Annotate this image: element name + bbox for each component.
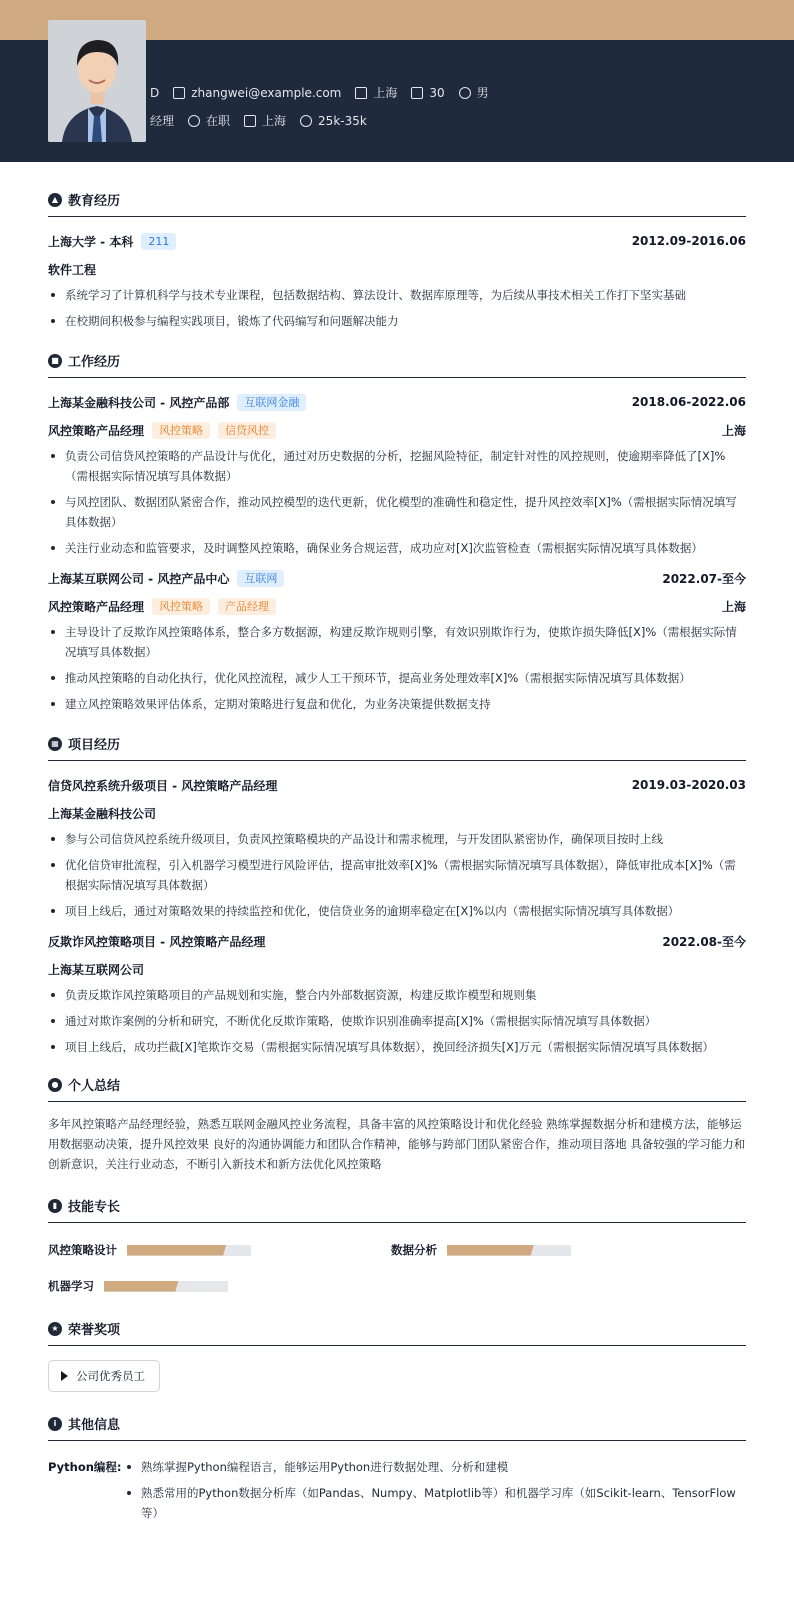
education-date: 2012.09-2016.06	[631, 234, 746, 248]
education-entry	[48, 231, 746, 331]
section-title: 荣誉奖项	[68, 1323, 121, 1338]
work-entry	[48, 568, 746, 714]
list-item: 建立风控策略效果评估体系，定期对策略进行复盘和优化，为业务决策提供数据支持	[48, 694, 746, 714]
status-line	[150, 112, 367, 129]
position-title: 风控策略产品经理	[48, 423, 145, 438]
list-item: 熟练掌握Python编程语言，能够运用Python进行数据处理、分析和建模	[124, 1457, 746, 1477]
section-title: 个人总结	[68, 1079, 121, 1094]
position-tag: 风控策略	[152, 422, 210, 439]
building-icon	[244, 115, 256, 127]
status-item	[188, 112, 230, 129]
other-info-label: Python编程:	[48, 1460, 122, 1474]
section-header	[48, 1188, 746, 1223]
summary-section	[48, 1067, 746, 1174]
job-bullets	[48, 622, 746, 714]
list-item: 项目上线后，通过对策略效果的持续监控和优化，使信贷业务的逾期率稳定在[X]%以内（需根据实际情况填写具体数据）	[48, 901, 746, 921]
salary-item	[300, 114, 367, 128]
list-item: 熟悉常用的Python数据分析库（如Pandas、Numpy、Matplotlib等）和机器学习库（如Scikit-learn、TensorFlow等）	[124, 1483, 746, 1523]
status-text: 在职	[206, 114, 231, 128]
school-name: 上海大学 - 本科	[48, 234, 134, 249]
project-date: 2022.08-至今	[662, 934, 746, 949]
skills-section	[48, 1188, 746, 1307]
skill-name: 风控策略设计	[48, 1243, 117, 1257]
project-entry	[48, 931, 746, 1057]
section-title: 技能专长	[68, 1200, 121, 1215]
company-tag: 互联网	[237, 570, 284, 587]
other-info-bullets	[124, 1457, 746, 1529]
section-header	[48, 343, 746, 378]
skill-item	[391, 1235, 734, 1265]
briefcase-icon: ■	[48, 354, 62, 368]
section-header	[48, 726, 746, 761]
section-title: 工作经历	[68, 355, 121, 370]
avatar	[48, 20, 146, 142]
project-name: 信贷风控系统升级项目 - 风控策略产品经理	[48, 778, 278, 793]
position-title: 风控策略产品经理	[48, 599, 145, 614]
projects-section	[48, 726, 746, 1057]
education-section	[48, 182, 746, 331]
section-title: 项目经历	[68, 738, 121, 753]
mail-icon	[173, 87, 185, 99]
summary-text: 多年风控策略产品经理经验，熟悉互联网金融风控业务流程，具备丰富的风控策略设计和优化经验 熟练掌握数据分析和建模方法，能够运用数据驱动决策，提升风控效果 良好的沟通协调能力和团队合作精神，能够与跨部门团队紧密合作，推动项目落地 具备较强的学习能力和创新意识，关注行业动态，不断引入新技术和新方法优化风控策略	[48, 1117, 746, 1171]
education-bullets	[48, 285, 746, 331]
skill-item	[48, 1271, 391, 1301]
work-section	[48, 343, 746, 714]
list-item: 主导设计了反欺诈风控策略体系，整合多方数据源，构建反欺诈规则引擎，有效识别欺诈行为，使欺诈损失降低[X]%（需根据实际情况填写具体数据）	[48, 622, 746, 662]
position-tag: 产品经理	[218, 598, 276, 615]
awards-section	[48, 1311, 746, 1392]
job-date: 2018.06-2022.06	[631, 395, 746, 409]
grid-icon: ▦	[48, 737, 62, 751]
skill-level-fill	[104, 1281, 178, 1292]
salary-text: 25k-35k	[318, 113, 367, 128]
company-name: 上海某金融科技公司 - 风控产品部	[48, 395, 230, 410]
job-title-partial: 经理	[150, 114, 175, 128]
skill-level-bar	[104, 1281, 228, 1292]
location-text: 上海	[373, 86, 398, 100]
home-icon	[355, 87, 367, 99]
work-city-item	[244, 112, 286, 129]
award-icon: ★	[48, 1322, 62, 1336]
bar-chart-icon: ▮	[48, 1199, 62, 1213]
company-tag: 互联网金融	[237, 394, 306, 411]
job-bullets	[48, 446, 746, 558]
user-icon: ●	[48, 1078, 62, 1092]
profile-header	[0, 40, 794, 162]
work-city-text: 上海	[262, 114, 287, 128]
gender-text: 男	[476, 86, 489, 100]
list-item: 参与公司信贷风控系统升级项目，负责风控策略模块的产品设计和需求梳理，与开发团队紧密协作，确保项目按时上线	[48, 829, 746, 849]
project-bullets	[48, 985, 746, 1057]
list-item: 通过对欺诈案例的分析和研究，不断优化反欺诈策略，使欺诈识别准确率提高[X]%（需根据实际情况填写具体数据）	[48, 1011, 746, 1031]
project-company: 上海某互联网公司	[48, 962, 145, 977]
award-item[interactable]	[48, 1360, 160, 1392]
work-entry	[48, 392, 746, 558]
list-item: 项目上线后，成功拦截[X]笔欺诈交易（需根据实际情况填写具体数据），挽回经济损失[X]万元（需根据实际情况填写具体数据）	[48, 1037, 746, 1057]
section-title: 其他信息	[68, 1418, 121, 1433]
section-header	[48, 1311, 746, 1346]
job-date: 2022.07-至今	[662, 571, 746, 586]
status-icon	[188, 115, 200, 127]
project-name: 反欺诈风控策略项目 - 风控策略产品经理	[48, 934, 266, 949]
list-item: 系统学习了计算机科学与技术专业课程，包括数据结构、算法设计、数据库原理等，为后续从事技术相关工作打下坚实基础	[48, 285, 746, 305]
section-header	[48, 1406, 746, 1441]
gender-icon	[459, 87, 471, 99]
skill-level-fill	[447, 1245, 534, 1256]
other-section	[48, 1406, 746, 1529]
graduation-cap-icon: ▲	[48, 193, 62, 207]
skill-level-bar	[127, 1245, 251, 1256]
salary-icon	[300, 115, 312, 127]
skill-item	[48, 1235, 391, 1265]
skill-name: 数据分析	[391, 1243, 437, 1257]
contact-partial: D	[150, 85, 160, 100]
project-bullets	[48, 829, 746, 921]
age-item	[411, 86, 444, 100]
email-text: zhangwei@example.com	[191, 85, 342, 100]
skills-list	[48, 1235, 746, 1307]
job-city: 上海	[721, 423, 746, 438]
company-name: 上海某互联网公司 - 风控产品中心	[48, 571, 230, 586]
list-item: 在校期间积极参与编程实践项目，锻炼了代码编写和问题解决能力	[48, 311, 746, 331]
contact-line	[150, 84, 489, 101]
location-item	[355, 84, 397, 101]
resume-content	[0, 162, 794, 1529]
other-info-entry	[48, 1457, 746, 1529]
list-item: 负责公司信贷风控策略的产品设计与优化，通过对历史数据的分析，挖掘风险特征，制定针对性的风控规则，使逾期率降低了[X]%（需根据实际情况填写具体数据）	[48, 446, 746, 486]
job-city: 上海	[721, 599, 746, 614]
position-tag: 信贷风控	[218, 422, 276, 439]
award-name: 公司优秀员工	[76, 1369, 145, 1383]
skill-name: 机器学习	[48, 1279, 94, 1293]
project-date: 2019.03-2020.03	[631, 778, 746, 792]
section-header	[48, 182, 746, 217]
skill-level-fill	[127, 1245, 226, 1256]
section-title: 教育经历	[68, 194, 121, 209]
age-text: 30	[429, 85, 445, 100]
email-item[interactable]	[173, 86, 341, 100]
cake-icon	[411, 87, 423, 99]
major: 软件工程	[48, 262, 97, 277]
section-header	[48, 1067, 746, 1102]
position-tag: 风控策略	[152, 598, 210, 615]
info-icon: i	[48, 1417, 62, 1431]
list-item: 优化信贷审批流程，引入机器学习模型进行风险评估，提高审批效率[X]%（需根据实际情况填写具体数据），降低审批成本[X]%（需根据实际情况填写具体数据）	[48, 855, 746, 895]
list-item: 推动风控策略的自动化执行，优化风控流程，减少人工干预环节，提高业务处理效率[X]%（需根据实际情况填写具体数据）	[48, 668, 746, 688]
school-tag: 211	[141, 233, 176, 250]
list-item: 关注行业动态和监管要求，及时调整风控策略，确保业务合规运营，成功应对[X]次监管检查（需根据实际情况填写具体数据）	[48, 538, 746, 558]
project-company: 上海某金融科技公司	[48, 806, 157, 821]
play-icon	[61, 1371, 68, 1381]
list-item: 负责反欺诈风控策略项目的产品规划和实施，整合内外部数据资源，构建反欺诈模型和规则集	[48, 985, 746, 1005]
skill-level-bar	[447, 1245, 571, 1256]
list-item: 与风控团队、数据团队紧密合作，推动风控模型的迭代更新，优化模型的准确性和稳定性，提升风控效率[X]%（需根据实际情况填写具体数据）	[48, 492, 746, 532]
project-entry	[48, 775, 746, 921]
gender-item	[459, 84, 489, 101]
